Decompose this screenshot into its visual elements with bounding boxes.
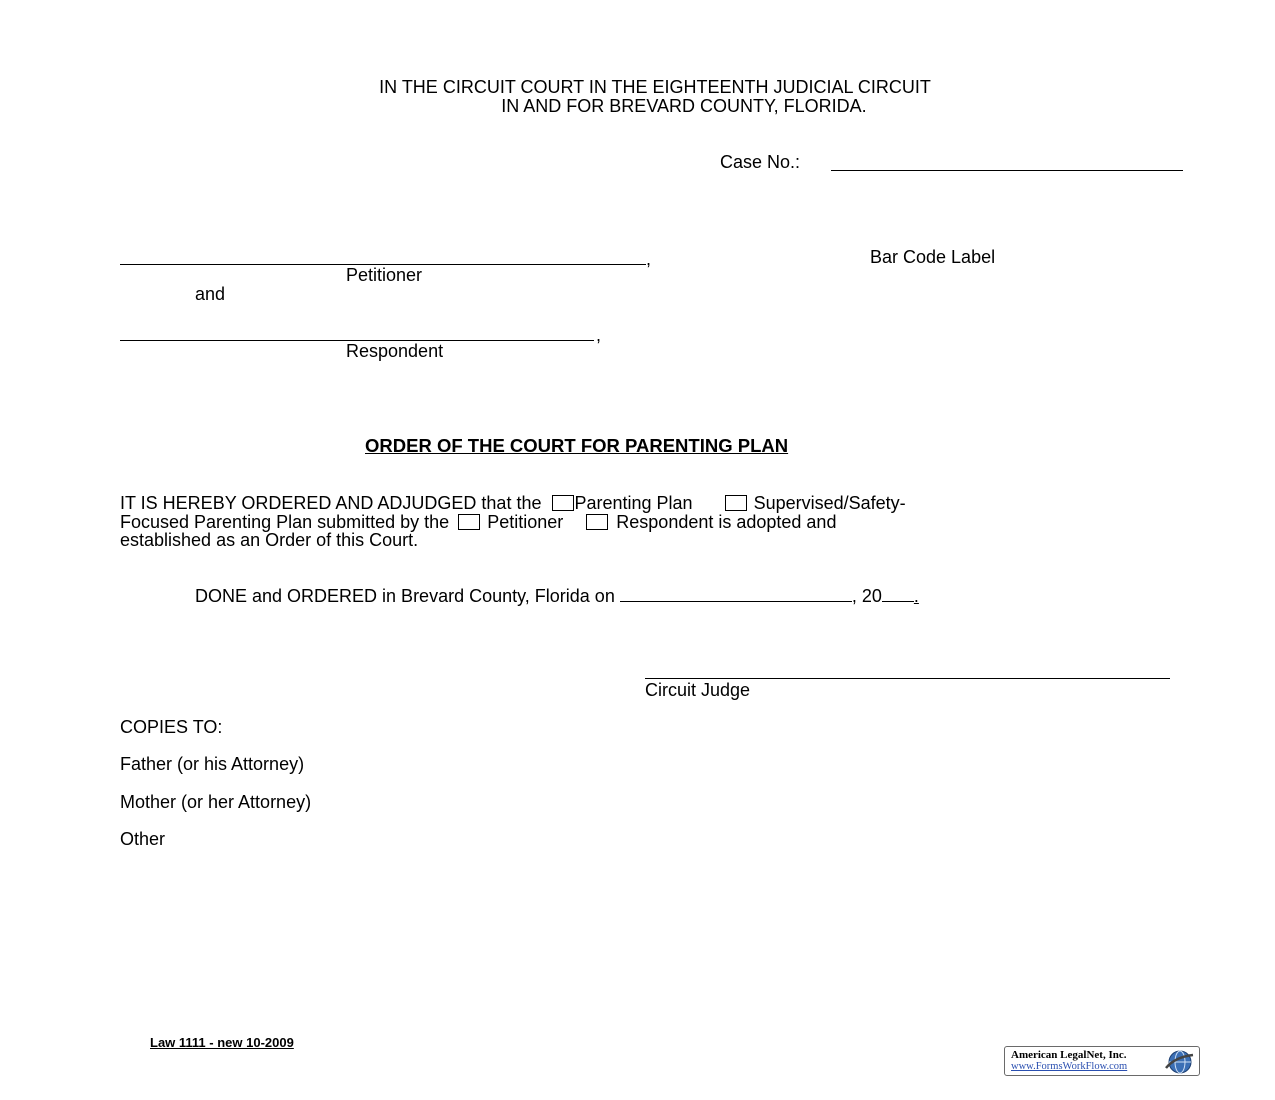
and-label: and	[195, 284, 226, 304]
order-paragraph	[120, 494, 1190, 550]
supervised-plan-label: Supervised/Safety-	[753, 493, 906, 513]
year-prefix: , 20	[851, 586, 882, 606]
respondent-label: Respondent	[346, 341, 444, 361]
copy-recipient-mother: Mother (or her Attorney)	[120, 792, 312, 812]
american-legalnet-logo[interactable]	[1004, 1046, 1200, 1076]
document-title: ORDER OF THE COURT FOR PARENTING PLAN	[365, 435, 789, 456]
order-year-field[interactable]	[882, 587, 914, 602]
bar-code-label: Bar Code Label	[870, 247, 996, 267]
done-period: .	[913, 586, 919, 606]
respondent-comma: ,	[596, 325, 602, 345]
case-number-field[interactable]	[831, 170, 1183, 171]
logo-website-link[interactable]: www.FormsWorkFlow.com	[1011, 1061, 1128, 1072]
case-number-label: Case No.:	[720, 152, 801, 172]
order-line-2	[120, 513, 1190, 532]
court-heading-line1: IN THE CIRCUIT COURT IN THE EIGHTEENTH JUDICIAL CIRCUIT	[379, 77, 931, 97]
copies-to-heading: COPIES TO:	[120, 717, 223, 737]
respondent-checkbox[interactable]	[586, 514, 608, 530]
court-heading-line2: IN AND FOR BREVARD COUNTY, FLORIDA.	[501, 96, 867, 116]
judge-signature-field[interactable]	[645, 678, 1170, 679]
globe-icon	[1163, 1049, 1195, 1075]
order-line-1	[120, 494, 1190, 513]
respondent-option-label: Respondent is adopted and	[616, 511, 837, 532]
copy-recipient-father: Father (or his Attorney)	[120, 754, 305, 774]
petitioner-option-label: Petitioner	[487, 511, 564, 532]
parenting-plan-label: Parenting Plan	[574, 493, 693, 513]
order-date-field[interactable]	[620, 587, 852, 602]
done-ordered-text: DONE and ORDERED in Brevard County, Florida on	[195, 586, 615, 606]
done-ordered-line	[195, 587, 919, 607]
petitioner-checkbox[interactable]	[458, 514, 480, 530]
logo-company-name: American LegalNet, Inc.	[1011, 1049, 1127, 1061]
supervised-plan-checkbox[interactable]	[725, 495, 747, 511]
parenting-plan-checkbox[interactable]	[552, 495, 574, 511]
order-line-3: established as an Order of this Court.	[120, 530, 419, 550]
form-code: Law 1111 - new 10-2009	[150, 1035, 294, 1050]
petitioner-label: Petitioner	[346, 265, 423, 285]
order-line-2-text: Focused Parenting Plan submitted by the	[120, 511, 450, 532]
order-line-1-text: IT IS HEREBY ORDERED AND ADJUDGED that the	[120, 493, 542, 513]
copy-recipient-other: Other	[120, 829, 166, 849]
petitioner-comma: ,	[646, 249, 652, 269]
circuit-judge-label: Circuit Judge	[645, 680, 751, 700]
